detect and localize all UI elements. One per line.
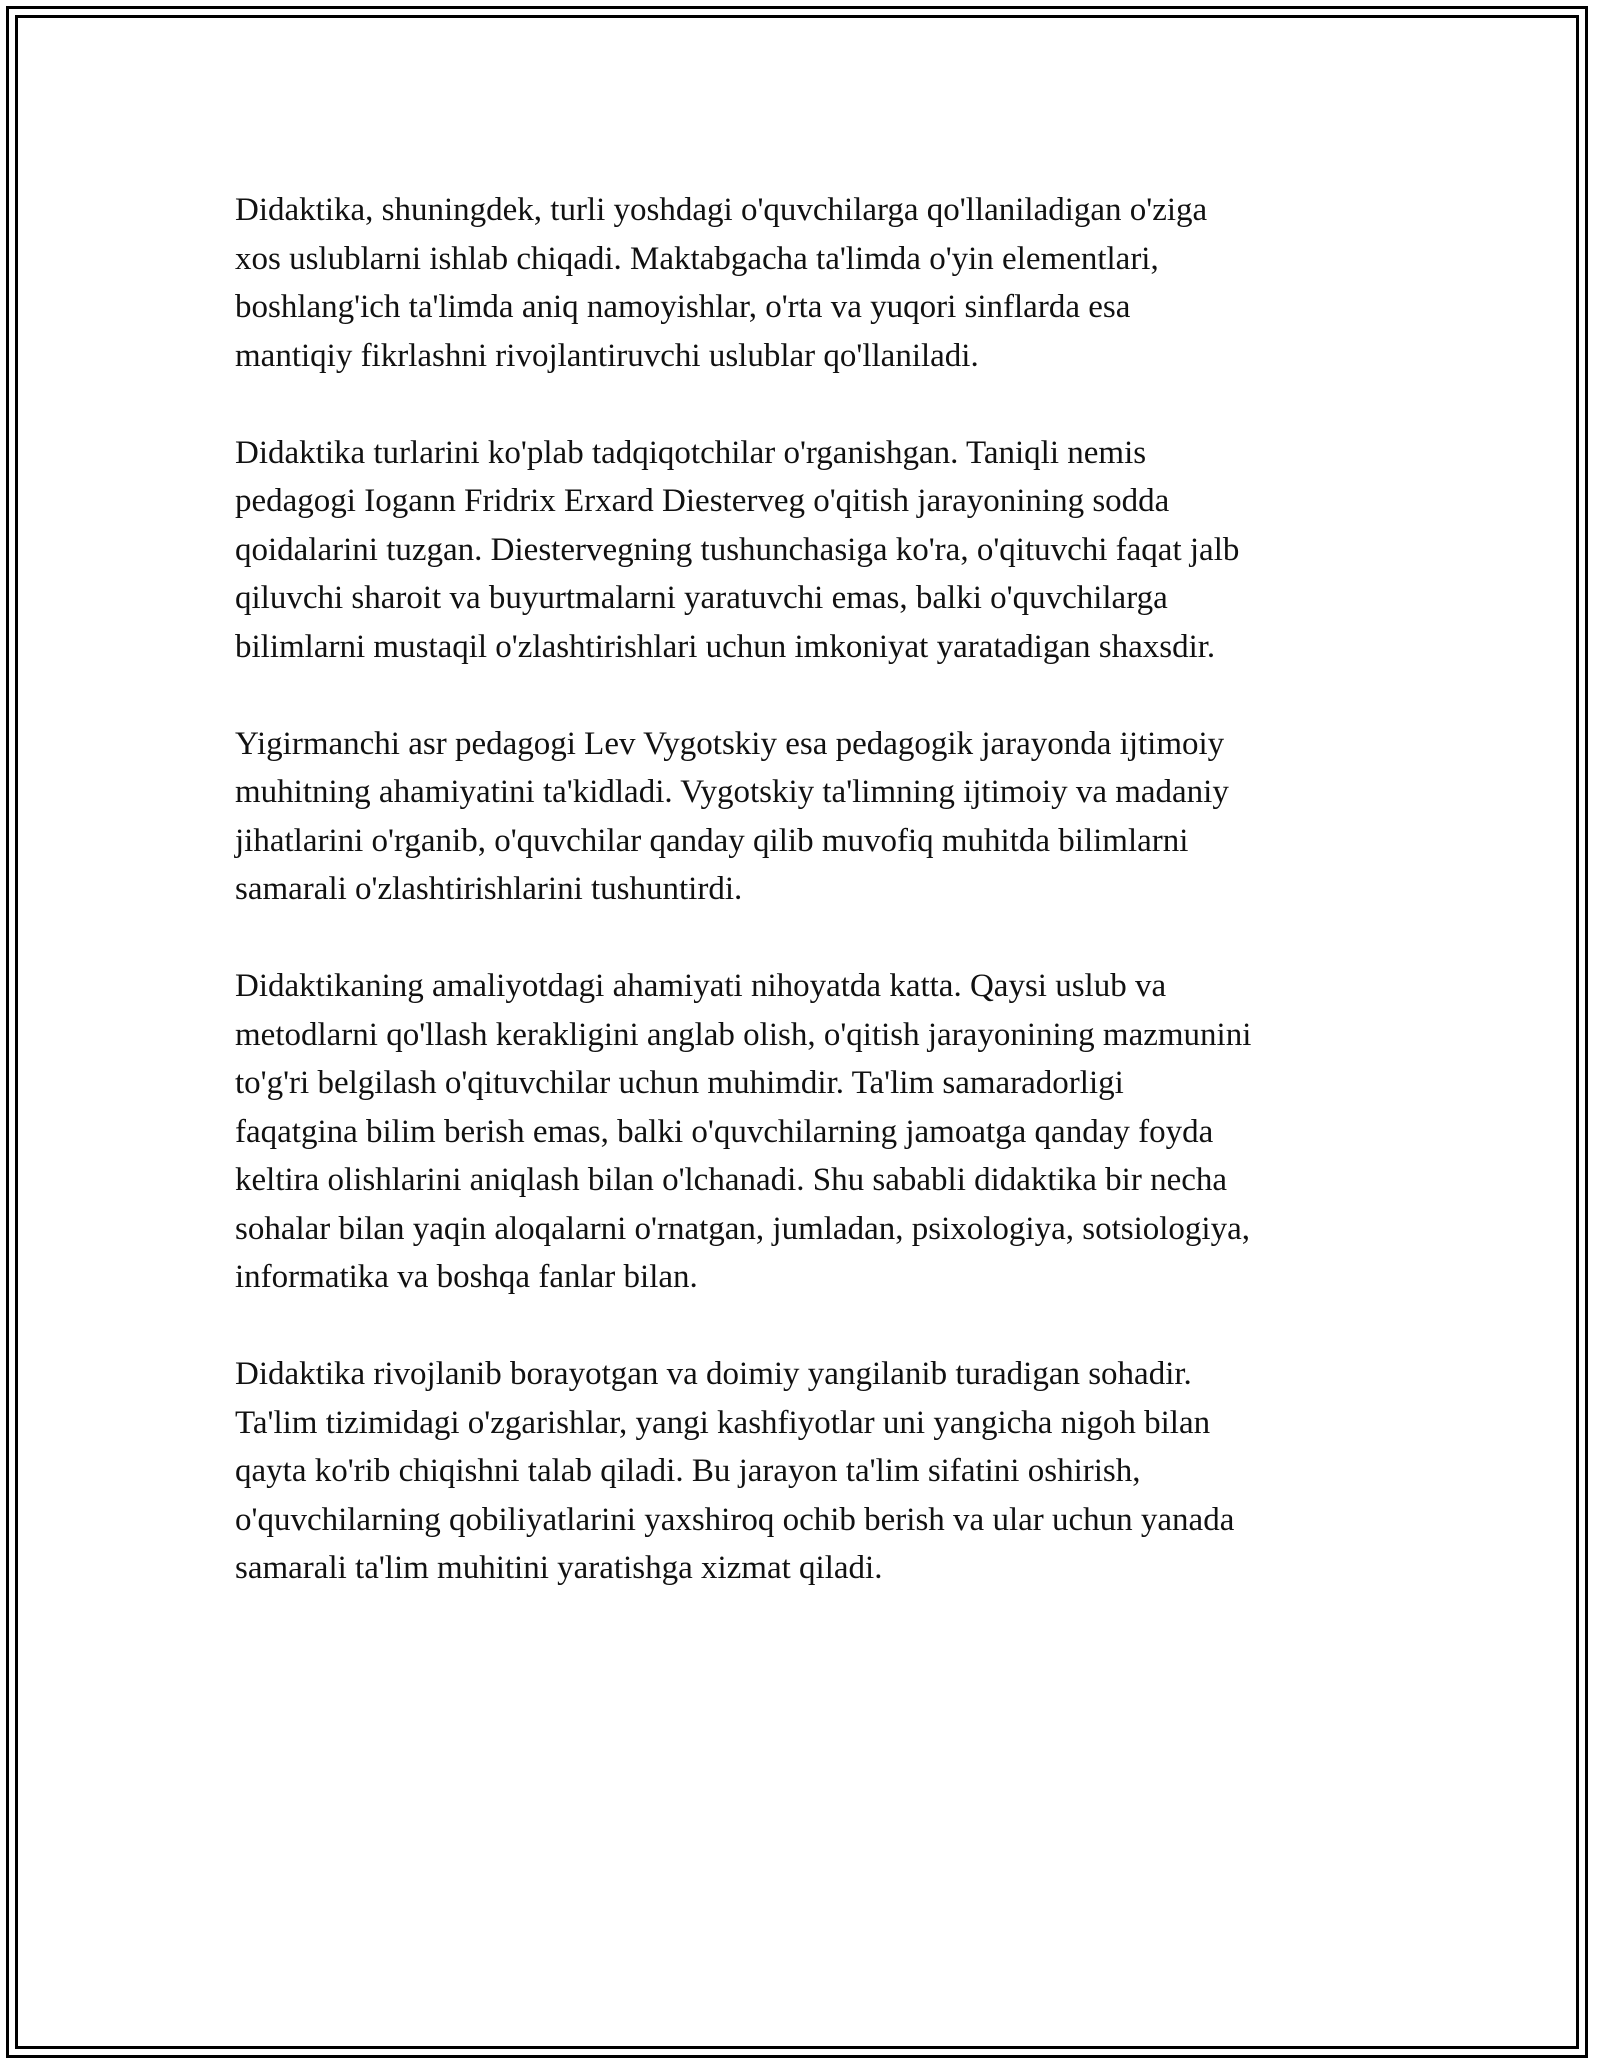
paragraph-2: Didaktika turlarini ko'plab tadqiqotchilar o'rganishgan. Taniqli nemis pedagogi Iogann Fridrix Erxard Diesterveg o'qitish jarayonining sodda qoidalarini tuzgan. Diestervegning tushunchasiga ko'ra, o'qituvchi faqat jalb qiluvchi sharoit va buyurtmalarni yaratuvchi emas, balki o'quvchilarga bilimlarni mustaqil o'zlashtirishlari uchun imkoniyat yaratadigan shaxsdir.	[235, 434, 1240, 665]
document-body	[235, 186, 1385, 1641]
paragraph-4: Didaktikaning amaliyotdagi ahamiyati nihoyatda katta. Qaysi uslub va metodlarni qo'llash kerakligini anglab olish, o'qitish jarayonining mazmunini to'g'ri belgilash o'qituvchilar uchun muhimdir. Ta'lim samaradorligi faqatgina bilim berish emas, balki o'quvchilarning jamoatga qanday foyda keltira olishlarini aniqlash bilan o'lchanadi. Shu sababli didaktika bir necha sohalar bilan yaqin aloqalarni o'rnatgan, jumladan, psixologiya, sotsiologiya, informatika va boshqa fanlar bilan.	[235, 968, 1252, 1295]
paragraph-1: Didaktika, shuningdek, turli yoshdagi o'quvchilarga qo'llaniladigan o'ziga xos uslublarni ishlab chiqadi. Maktabgacha ta'limda o'yin elementlari, boshlang'ich ta'limda aniq namoyishlar, o'rta va yuqori sinflarda esa mantiqiy fikrlashni rivojlantiruvchi uslublar qo'llaniladi.	[235, 192, 1208, 374]
paragraph-5: Didaktika rivojlanib borayotgan va doimiy yangilanib turadigan sohadir. Ta'lim tizimidagi o'zgarishlar, yangi kashfiyotlar uni yangicha nigoh bilan qayta ko'rib chiqishni talab qiladi. Bu jarayon ta'lim sifatini oshirish, o'quvchilarning qobiliyatlarini yaxshiroq ochib berish va ular uchun yanada samarali ta'lim muhitini yaratishga xizmat qiladi.	[235, 1356, 1235, 1586]
paragraph-3: Yigirmanchi asr pedagogi Lev Vygotskiy esa pedagogik jarayonda ijtimoiy muhitning ahamiyatini ta'kidladi. Vygotskiy ta'limning ijtimoiy va madaniy jihatlarini o'rganib, o'quvchilar qanday qilib muvofiq muhitda bilimlarni samarali o'zlashtirishlarini tushuntirdi.	[235, 725, 1229, 907]
